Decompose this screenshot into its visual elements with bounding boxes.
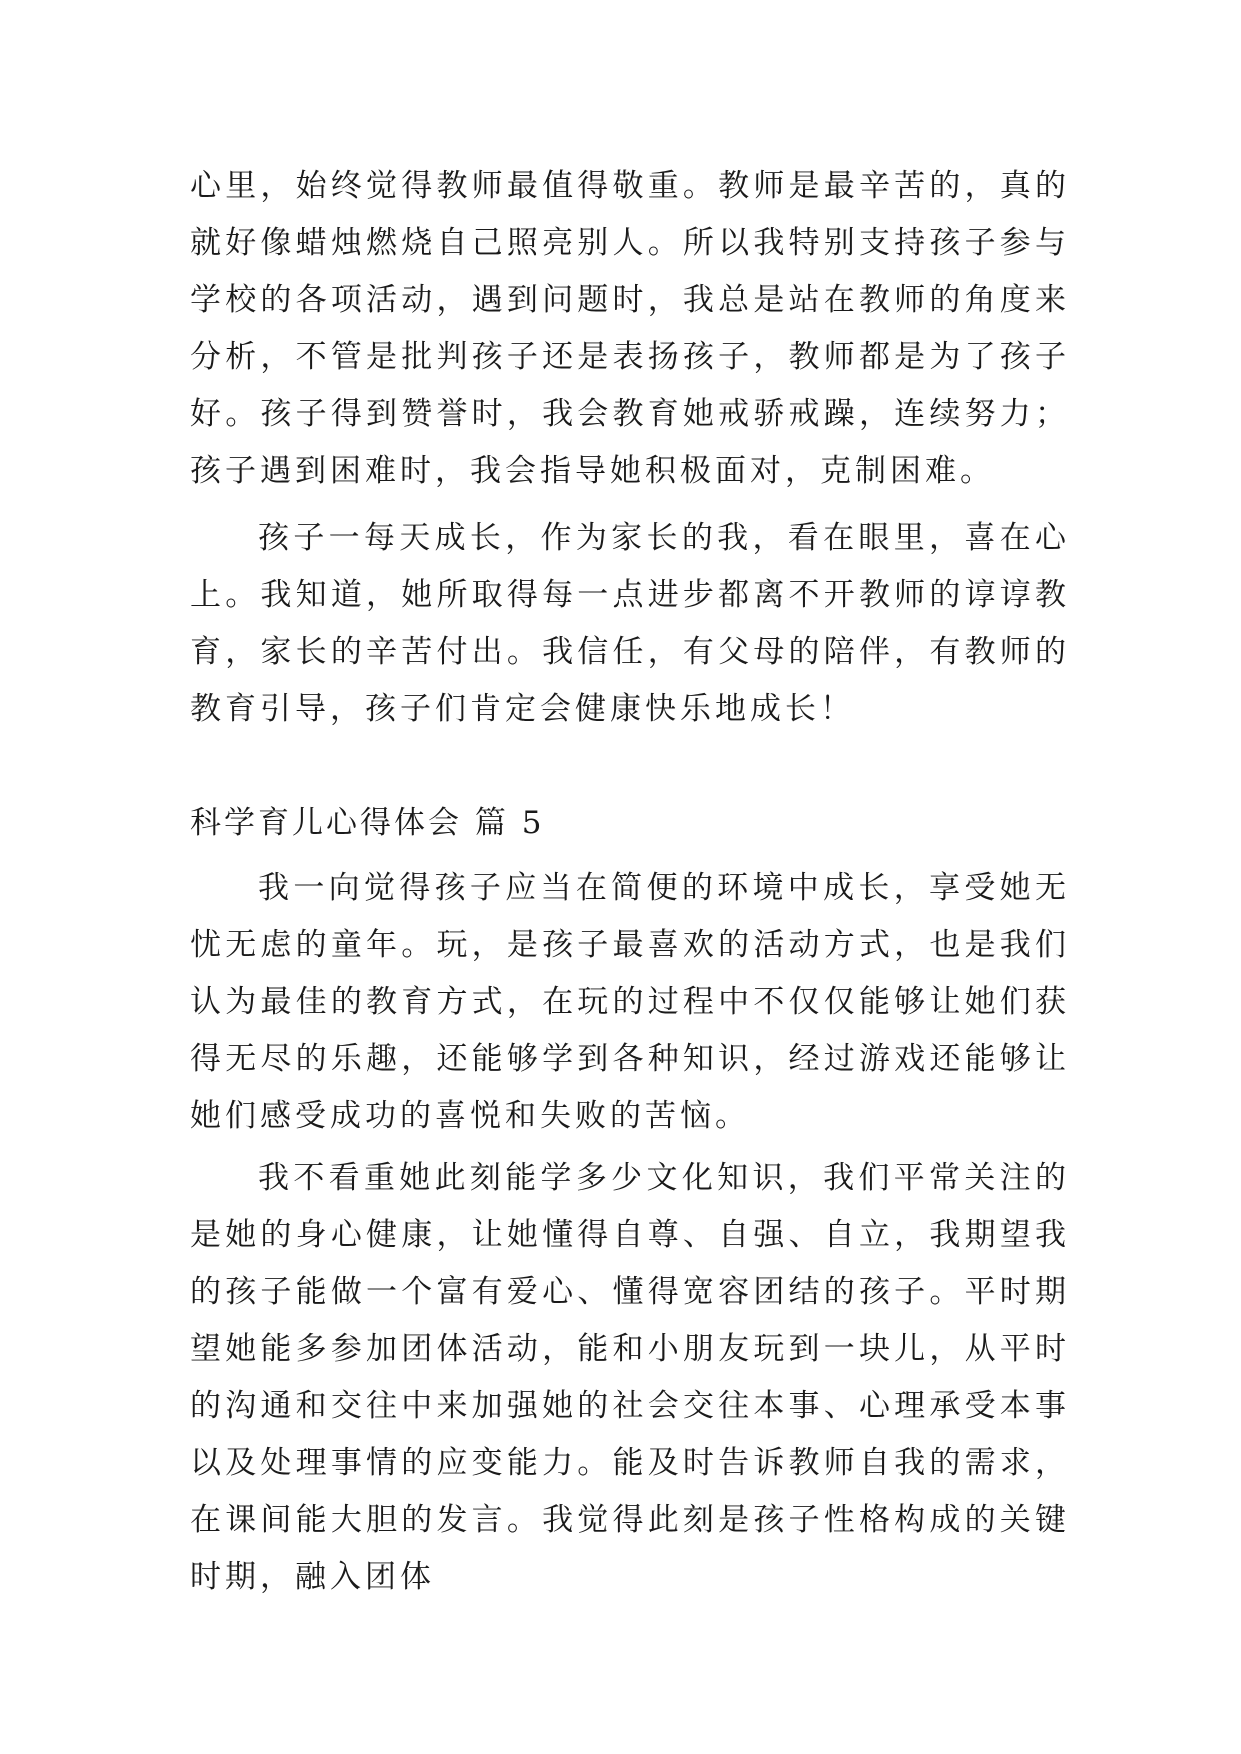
section-heading: 科学育儿心得体会 篇 5 <box>190 805 545 841</box>
paragraph-1-text: 心里，始终觉得教师最值得敬重。教师是最辛苦的，真的就好像蜡烛燃烧自己照亮别人。所以我特别支持孩子参与学校的各项活动，遇到问题时，我总是站在教师的角度来分析，不管是批判孩子还是表扬孩子，教师都是为了孩子好。孩子得到赞誉时，我会教育她戒骄戒躁，连续努力；孩子遇到困难时，我会指导她积极面对，克制困难。 <box>190 168 1070 489</box>
paragraph-4 <box>190 1150 1070 1606</box>
paragraph-2-text: 孩子一每天成长，作为家长的我，看在眼里，喜在心上。我知道，她所取得每一点进步都离不开教师的谆谆教育，家长的辛苦付出。我信任，有父母的陪伴，有教师的教育引导，孩子们肯定会健康快乐地成长！ <box>190 520 1070 727</box>
paragraph-3 <box>190 860 1070 1145</box>
paragraph-2 <box>190 510 1070 738</box>
paragraph-3-text: 我一向觉得孩子应当在简便的环境中成长，享受她无忧无虑的童年。玩，是孩子最喜欢的活动方式，也是我们认为最佳的教育方式，在玩的过程中不仅仅能够让她们获得无尽的乐趣，还能够学到各种知识，经过游戏还能够让她们感受成功的喜悦和失败的苦恼。 <box>190 870 1070 1134</box>
paragraph-4-text: 我不看重她此刻能学多少文化知识，我们平常关注的是她的身心健康，让她懂得自尊、自强、自立，我期望我的孩子能做一个富有爱心、懂得宽容团结的孩子。平时期望她能多参加团体活动，能和小朋友玩到一块儿，从平时的沟通和交往中来加强她的社会交往本事、心理承受本事以及处理事情的应变能力。能及时告诉教师自我的需求，在课间能大胆的发言。我觉得此刻是孩子性格构成的关键时期，融入团体 <box>190 1160 1070 1595</box>
paragraph-1 <box>190 158 1070 500</box>
